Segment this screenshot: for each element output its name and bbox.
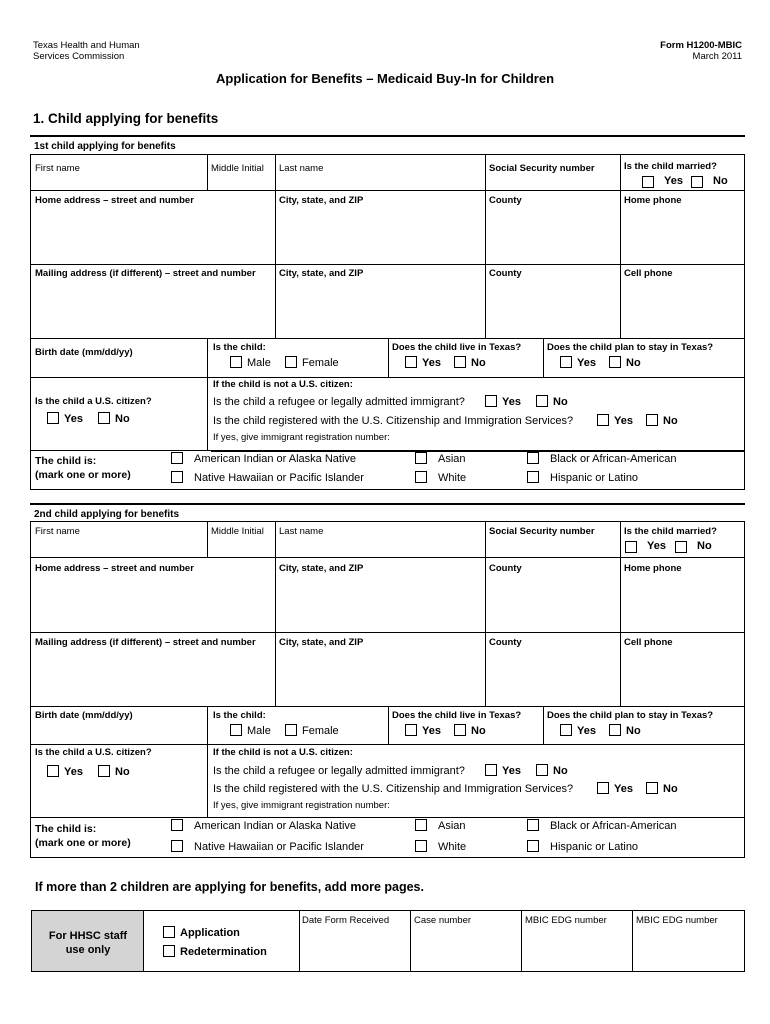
stay-texas-yes-checkbox[interactable] xyxy=(560,724,572,736)
child1-section xyxy=(30,154,745,490)
county-label: County xyxy=(489,195,522,206)
divider-rule xyxy=(30,503,745,505)
married-question: Is the child married? xyxy=(624,526,717,537)
last-name-label: Last name xyxy=(279,163,324,174)
married-no-option[interactable]: No xyxy=(675,540,712,553)
refugee-yes-checkbox[interactable] xyxy=(485,395,497,407)
form-identifier xyxy=(660,40,742,62)
race-hawaiian-checkbox[interactable] xyxy=(171,471,183,483)
city-state-zip-label: City, state, and ZIP xyxy=(279,563,364,574)
home-phone-label: Home phone xyxy=(624,563,682,574)
married-no-checkbox[interactable] xyxy=(675,541,687,553)
citizen-yes-option[interactable]: Yes xyxy=(47,412,83,426)
citizen-yes-option[interactable]: Yes xyxy=(47,765,83,779)
more-children-note: If more than 2 children are applying for benefits, add more pages. xyxy=(35,880,424,894)
live-texas-yes-option[interactable]: Yes xyxy=(405,356,441,370)
redetermination-option[interactable]: Redetermination xyxy=(163,945,267,959)
refugee-no-checkbox[interactable] xyxy=(536,395,548,407)
county-label: County xyxy=(489,268,522,279)
married-yes-option[interactable]: Yes xyxy=(642,175,683,188)
race-hispanic-option[interactable]: Hispanic or Latino xyxy=(527,840,638,854)
stay-texas-question: Does the child plan to stay in Texas? xyxy=(547,710,714,721)
live-texas-yes-checkbox[interactable] xyxy=(405,724,417,736)
application-checkbox[interactable] xyxy=(163,926,175,938)
live-texas-no-checkbox[interactable] xyxy=(454,724,466,736)
race-hispanic-checkbox[interactable] xyxy=(527,840,539,852)
page-title: Application for Benefits – Medicaid Buy-In for Children xyxy=(215,71,555,86)
race-hawaiian-option[interactable]: Native Hawaiian or Pacific Islander xyxy=(171,471,364,485)
married-yes-checkbox[interactable] xyxy=(642,176,654,188)
case-number-label: Case number xyxy=(414,915,472,926)
agency-line-2: Services Commission xyxy=(33,51,125,62)
race-hispanic-option[interactable]: Hispanic or Latino xyxy=(527,471,638,485)
agency-line-1: Texas Health and Human xyxy=(33,40,140,51)
female-option[interactable]: Female xyxy=(285,724,339,738)
middle-initial-label: Middle Initial xyxy=(211,163,264,174)
registered-no-checkbox[interactable] xyxy=(646,782,658,794)
refugee-no-option[interactable]: No xyxy=(536,395,568,409)
city-state-zip-label: City, state, and ZIP xyxy=(279,268,364,279)
citizen-yes-checkbox[interactable] xyxy=(47,765,59,777)
not-citizen-heading: If the child is not a U.S. citizen: xyxy=(213,747,353,758)
live-texas-no-option[interactable]: No xyxy=(454,356,486,370)
first-name-label: First name xyxy=(35,163,80,174)
refugee-no-checkbox[interactable] xyxy=(536,764,548,776)
last-name-label: Last name xyxy=(279,526,324,537)
staff-use-section xyxy=(31,910,745,972)
ssn-label: Social Security number xyxy=(489,526,595,537)
gender-question: Is the child: xyxy=(213,710,266,721)
mailing-address-label: Mailing address (if different) – street and number xyxy=(35,637,256,648)
middle-initial-label: Middle Initial xyxy=(211,526,264,537)
ssn-label: Social Security number xyxy=(489,163,595,174)
redetermination-checkbox[interactable] xyxy=(163,945,175,957)
stay-texas-yes-checkbox[interactable] xyxy=(560,356,572,368)
citizen-question: Is the child a U.S. citizen? xyxy=(35,747,152,758)
race-american-indian-option[interactable]: American Indian or Alaska Native xyxy=(171,452,356,466)
not-citizen-heading: If the child is not a U.S. citizen: xyxy=(213,379,353,390)
agency-name xyxy=(33,40,140,62)
registered-no-option[interactable]: No xyxy=(646,782,678,796)
gender-question: Is the child: xyxy=(213,342,266,353)
birth-date-label: Birth date (mm/dd/yy) xyxy=(35,347,133,358)
race-hawaiian-checkbox[interactable] xyxy=(171,840,183,852)
live-texas-question: Does the child live in Texas? xyxy=(392,710,522,721)
staff-label-cell xyxy=(32,911,144,971)
live-texas-no-option[interactable]: No xyxy=(454,724,486,738)
live-texas-yes-checkbox[interactable] xyxy=(405,356,417,368)
city-state-zip-label: City, state, and ZIP xyxy=(279,195,364,206)
stay-texas-no-option[interactable]: No xyxy=(609,724,641,738)
registered-question: Is the child registered with the U.S. Citizenship and Immigration Services? xyxy=(213,415,574,427)
registered-no-option[interactable]: No xyxy=(646,414,678,428)
citizen-question: Is the child a U.S. citizen? xyxy=(35,396,152,407)
race-hawaiian-option[interactable]: Native Hawaiian or Pacific Islander xyxy=(171,840,364,854)
male-option[interactable]: Male xyxy=(230,724,271,738)
stay-texas-no-option[interactable]: No xyxy=(609,356,641,370)
first-name-label: First name xyxy=(35,526,80,537)
home-address-label: Home address – street and number xyxy=(35,563,194,574)
home-phone-label: Home phone xyxy=(624,195,682,206)
female-option[interactable]: Female xyxy=(285,356,339,370)
male-checkbox[interactable] xyxy=(230,724,242,736)
citizen-no-option[interactable]: No xyxy=(98,765,130,779)
edg-number-label: MBIC EDG number xyxy=(525,915,607,926)
staff-use-label: For HHSC staff use only xyxy=(48,930,128,956)
city-state-zip-label: City, state, and ZIP xyxy=(279,637,364,648)
citizen-yes-checkbox[interactable] xyxy=(47,412,59,424)
child-is-label: The child is: (mark one or more) xyxy=(35,823,131,849)
married-question: Is the child married? xyxy=(624,161,717,172)
section-heading: 1. Child applying for benefits xyxy=(33,111,219,126)
citizen-no-option[interactable]: No xyxy=(98,412,130,426)
female-checkbox[interactable] xyxy=(285,356,297,368)
race-american-indian-option[interactable]: American Indian or Alaska Native xyxy=(171,819,356,833)
county-label: County xyxy=(489,563,522,574)
stay-texas-no-checkbox[interactable] xyxy=(609,724,621,736)
stay-texas-yes-option[interactable]: Yes xyxy=(560,724,596,738)
married-yes-checkbox[interactable] xyxy=(625,541,637,553)
birth-date-label: Birth date (mm/dd/yy) xyxy=(35,710,133,721)
citizen-no-checkbox[interactable] xyxy=(98,765,110,777)
registered-yes-checkbox[interactable] xyxy=(597,782,609,794)
form-number: Form H1200-MBIC xyxy=(660,40,742,51)
registered-yes-option[interactable]: Yes xyxy=(597,414,633,428)
live-texas-no-checkbox[interactable] xyxy=(454,356,466,368)
race-black-option[interactable]: Black or African-American xyxy=(527,452,677,466)
mailing-address-label: Mailing address (if different) – street and number xyxy=(35,268,256,279)
cell-phone-label: Cell phone xyxy=(624,268,673,279)
race-white-checkbox[interactable] xyxy=(415,471,427,483)
registered-yes-option[interactable]: Yes xyxy=(597,782,633,796)
refugee-question: Is the child a refugee or legally admitted immigrant? xyxy=(213,765,465,777)
live-texas-yes-option[interactable]: Yes xyxy=(405,724,441,738)
refugee-yes-option[interactable]: Yes xyxy=(485,764,521,778)
male-option[interactable]: Male xyxy=(230,356,271,370)
stay-texas-no-checkbox[interactable] xyxy=(609,356,621,368)
race-white-option[interactable]: White xyxy=(415,471,466,485)
registered-question: Is the child registered with the U.S. Citizenship and Immigration Services? xyxy=(213,783,574,795)
live-texas-question: Does the child live in Texas? xyxy=(392,342,522,353)
child1-heading: 1st child applying for benefits xyxy=(34,141,176,152)
female-checkbox[interactable] xyxy=(285,724,297,736)
refugee-no-option[interactable]: No xyxy=(536,764,568,778)
race-asian-checkbox[interactable] xyxy=(415,452,427,464)
refugee-yes-option[interactable]: Yes xyxy=(485,395,521,409)
race-asian-option[interactable]: Asian xyxy=(415,452,466,466)
child-is-label: The child is: (mark one or more) xyxy=(35,455,131,481)
stay-texas-yes-option[interactable]: Yes xyxy=(560,356,596,370)
registered-yes-checkbox[interactable] xyxy=(597,414,609,426)
immigrant-number-label: If yes, give immigrant registration number: xyxy=(213,432,390,443)
race-asian-option[interactable]: Asian xyxy=(415,819,466,833)
race-white-checkbox[interactable] xyxy=(415,840,427,852)
immigrant-number-label: If yes, give immigrant registration number: xyxy=(213,800,390,811)
stay-texas-question: Does the child plan to stay in Texas? xyxy=(547,342,714,353)
race-black-checkbox[interactable] xyxy=(527,819,539,831)
cell-phone-label: Cell phone xyxy=(624,637,673,648)
registered-no-checkbox[interactable] xyxy=(646,414,658,426)
race-american-indian-checkbox[interactable] xyxy=(171,452,183,464)
application-option[interactable]: Application xyxy=(163,926,240,940)
child2-heading: 2nd child applying for benefits xyxy=(34,509,180,520)
race-asian-checkbox[interactable] xyxy=(415,819,427,831)
county-label: County xyxy=(489,637,522,648)
married-no-checkbox[interactable] xyxy=(691,176,703,188)
child2-section xyxy=(30,521,745,858)
race-white-option[interactable]: White xyxy=(415,840,466,854)
citizen-no-checkbox[interactable] xyxy=(98,412,110,424)
married-yes-option[interactable]: Yes xyxy=(625,540,666,553)
home-address-label: Home address – street and number xyxy=(35,195,194,206)
male-checkbox[interactable] xyxy=(230,356,242,368)
race-black-option[interactable]: Black or African-American xyxy=(527,819,677,833)
date-received-label: Date Form Received xyxy=(302,915,390,926)
married-no-option[interactable]: No xyxy=(691,175,728,188)
divider-rule xyxy=(30,135,745,137)
refugee-question: Is the child a refugee or legally admitted immigrant? xyxy=(213,396,465,408)
edg-number-label: MBIC EDG number xyxy=(636,915,718,926)
race-black-checkbox[interactable] xyxy=(527,452,539,464)
form-date: March 2011 xyxy=(692,51,742,62)
refugee-yes-checkbox[interactable] xyxy=(485,764,497,776)
race-american-indian-checkbox[interactable] xyxy=(171,819,183,831)
race-hispanic-checkbox[interactable] xyxy=(527,471,539,483)
